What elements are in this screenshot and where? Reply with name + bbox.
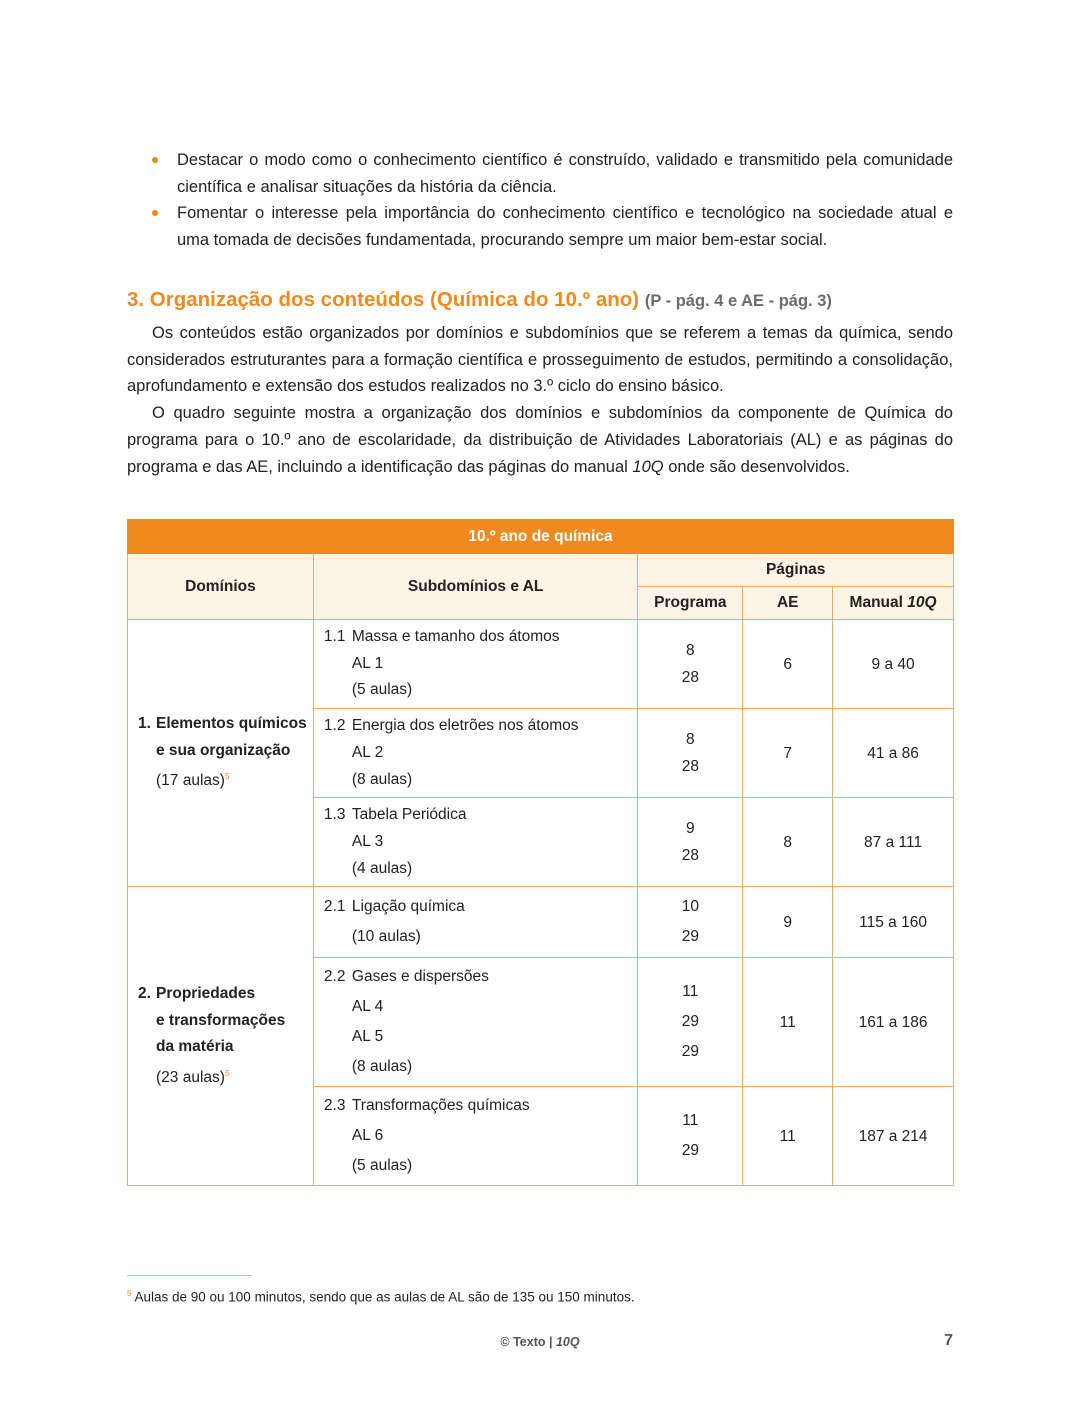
domain-title-line: e transformações xyxy=(156,1011,286,1029)
manual-cell: 9 a 40 xyxy=(833,620,954,709)
programa-page: 29 xyxy=(681,1043,699,1061)
domain-number: 1. xyxy=(138,715,151,733)
domain-title-line: Propriedades xyxy=(156,985,256,1003)
manual-cell: 115 a 160 xyxy=(833,887,954,958)
header-dominios: Domínios xyxy=(128,554,314,620)
footnote-text: Aulas de 90 ou 100 minutos, sendo que as aulas de AL são de 135 ou 150 minutos. xyxy=(134,1289,635,1305)
footnote-ref[interactable]: 5 xyxy=(224,1068,230,1078)
header-manual-italic: 10Q xyxy=(907,594,937,611)
footnote xyxy=(127,1289,953,1305)
ae-cell: 8 xyxy=(743,798,833,887)
programa-cell xyxy=(638,798,743,887)
programa-page: 10 xyxy=(681,898,699,916)
domain-aulas xyxy=(138,764,313,795)
programa-cell xyxy=(638,1087,743,1186)
table-title: 10.º ano de química xyxy=(128,520,954,554)
al-label: AL 2 xyxy=(351,743,384,761)
bullet-dot-icon xyxy=(152,157,158,163)
programa-page: 8 xyxy=(686,642,695,660)
paragraph-1: Os conteúdos estão organizados por domínios e subdomínios que se referem a temas da química, sendo considerados estruturantes para a formação científica e prosseguimento de estudos, permitindo a consolidação, aprofundamento e extensão dos estudos realizados no 3.º ciclo do ensino básico. xyxy=(127,324,953,396)
page-number: 7 xyxy=(944,1332,953,1349)
paragraph-2 xyxy=(127,400,953,480)
ae-cell: 11 xyxy=(743,1087,833,1186)
objectives-bullet-list xyxy=(127,147,953,253)
programa-page: 29 xyxy=(681,1013,699,1031)
al-label: AL 4 xyxy=(351,998,384,1016)
header-ae: AE xyxy=(743,587,833,620)
domain-title-line: Elementos químicos xyxy=(156,715,307,733)
programa-page: 28 xyxy=(681,669,699,687)
subdomain-aulas: (8 aulas) xyxy=(351,770,413,788)
ae-cell: 7 xyxy=(743,709,833,798)
subdomain-aulas: (4 aulas) xyxy=(351,859,413,877)
subdomain-aulas: (8 aulas) xyxy=(351,1058,413,1076)
ae-cell: 11 xyxy=(743,958,833,1087)
programa-page: 8 xyxy=(686,731,695,749)
programa-page: 11 xyxy=(682,1112,699,1130)
bullet-text: Fomentar o interesse pela importância do conhecimento científico e tecnológico na sociedade atual e uma tomada de decisões fundamentada, procurando sempre um maior bem-estar social. xyxy=(177,204,953,249)
programa-page: 11 xyxy=(682,983,699,1001)
al-label: AL 6 xyxy=(351,1127,384,1145)
bullet-item xyxy=(127,147,953,200)
domain-number: 2. xyxy=(138,985,151,1003)
bullet-dot-icon xyxy=(152,210,158,216)
subdomain-number: 1.2 xyxy=(323,717,346,735)
domain-aulas-text: (23 aulas) xyxy=(156,1068,225,1086)
subdomain-number: 2.2 xyxy=(323,968,346,986)
domain-title-line: da matéria xyxy=(156,1038,234,1056)
manual-cell: 87 a 111 xyxy=(833,798,954,887)
footer-brand: 10Q xyxy=(555,1335,580,1349)
subdomain-cell xyxy=(313,798,638,887)
subdomain-title: Energia dos eletrões nos átomos xyxy=(351,717,579,735)
domain-cell-1 xyxy=(128,620,314,887)
section-heading xyxy=(127,288,953,312)
subdomain-title: Tabela Periódica xyxy=(351,806,467,824)
programa-cell xyxy=(638,958,743,1087)
manual-cell: 41 a 86 xyxy=(833,709,954,798)
page-footer xyxy=(0,1335,1080,1349)
subdomain-cell xyxy=(313,958,638,1087)
manual-cell: 187 a 214 xyxy=(833,1087,954,1186)
subdomain-title: Gases e dispersões xyxy=(351,968,489,986)
header-paginas: Páginas xyxy=(638,554,954,587)
programa-page: 28 xyxy=(681,758,699,776)
subdomain-aulas: (5 aulas) xyxy=(351,681,413,699)
subdomain-cell xyxy=(313,709,638,798)
bullet-item xyxy=(127,200,953,253)
domain-aulas-text: (17 aulas) xyxy=(156,772,225,790)
intro-paragraphs xyxy=(127,320,953,480)
subdomain-number: 2.1 xyxy=(323,898,346,916)
al-label: AL 3 xyxy=(351,832,384,850)
programa-page: 29 xyxy=(681,1142,699,1160)
footnote-divider xyxy=(127,1275,252,1276)
section-reference: (P - pág. 4 e AE - pág. 3) xyxy=(644,292,832,310)
domain-cell-2 xyxy=(128,887,314,1186)
domain-aulas xyxy=(138,1061,313,1092)
paragraph-2-end: onde são desenvolvidos. xyxy=(663,457,850,476)
domain-title-line: e sua organização xyxy=(156,741,291,759)
al-label: AL 5 xyxy=(351,1028,384,1046)
header-programa: Programa xyxy=(638,587,743,620)
bullet-text: Destacar o modo como o conhecimento científico é construído, validado e transmitido pela comunidade científica e analisar situações da história da ciência. xyxy=(177,151,953,196)
subdomain-title: Ligação química xyxy=(351,898,465,916)
programa-page: 9 xyxy=(686,820,695,838)
header-subdominios: Subdomínios e AL xyxy=(313,554,638,620)
subdomain-aulas: (5 aulas) xyxy=(351,1157,413,1175)
programa-page: 29 xyxy=(681,928,699,946)
manual-name: 10Q xyxy=(632,457,664,476)
subdomain-number: 1.1 xyxy=(323,628,346,645)
programa-cell xyxy=(638,887,743,958)
subdomain-number: 1.3 xyxy=(323,806,346,824)
programa-page: 28 xyxy=(681,847,699,865)
contents-table xyxy=(127,519,954,1186)
contents-table-wrapper xyxy=(127,519,953,1186)
subdomain-aulas: (10 aulas) xyxy=(351,928,421,946)
subdomain-cell xyxy=(313,887,638,958)
table-row xyxy=(128,887,954,958)
al-label: AL 1 xyxy=(351,654,384,672)
ae-cell: 9 xyxy=(743,887,833,958)
programa-cell xyxy=(638,620,743,709)
subdomain-number: 2.3 xyxy=(323,1097,346,1115)
footnote-ref[interactable]: 5 xyxy=(224,772,230,782)
subdomain-title: Massa e tamanho dos átomos xyxy=(351,628,560,645)
subdomain-cell xyxy=(313,1087,638,1186)
manual-cell: 161 a 186 xyxy=(833,958,954,1087)
header-manual xyxy=(833,587,954,620)
table-row xyxy=(128,620,954,709)
subdomain-cell xyxy=(313,620,638,709)
footnote-marker: 5 xyxy=(127,1289,132,1298)
ae-cell: 6 xyxy=(743,620,833,709)
section-title: 3. Organização dos conteúdos (Química do 10.º ano) xyxy=(127,288,640,311)
header-manual-label: Manual xyxy=(849,594,903,611)
paragraph-2-text: O quadro seguinte mostra a organização dos domínios e subdomínios da componente de Química do programa para o 10.º ano de escolaridade, da distribuição de Atividades Laboratoriais (AL) e as páginas do programa e das AE, incluindo a identificação das páginas do manual xyxy=(127,404,953,476)
subdomain-title: Transformações químicas xyxy=(351,1097,530,1115)
programa-cell xyxy=(638,709,743,798)
footer-copyright: © Texto | xyxy=(500,1335,556,1349)
